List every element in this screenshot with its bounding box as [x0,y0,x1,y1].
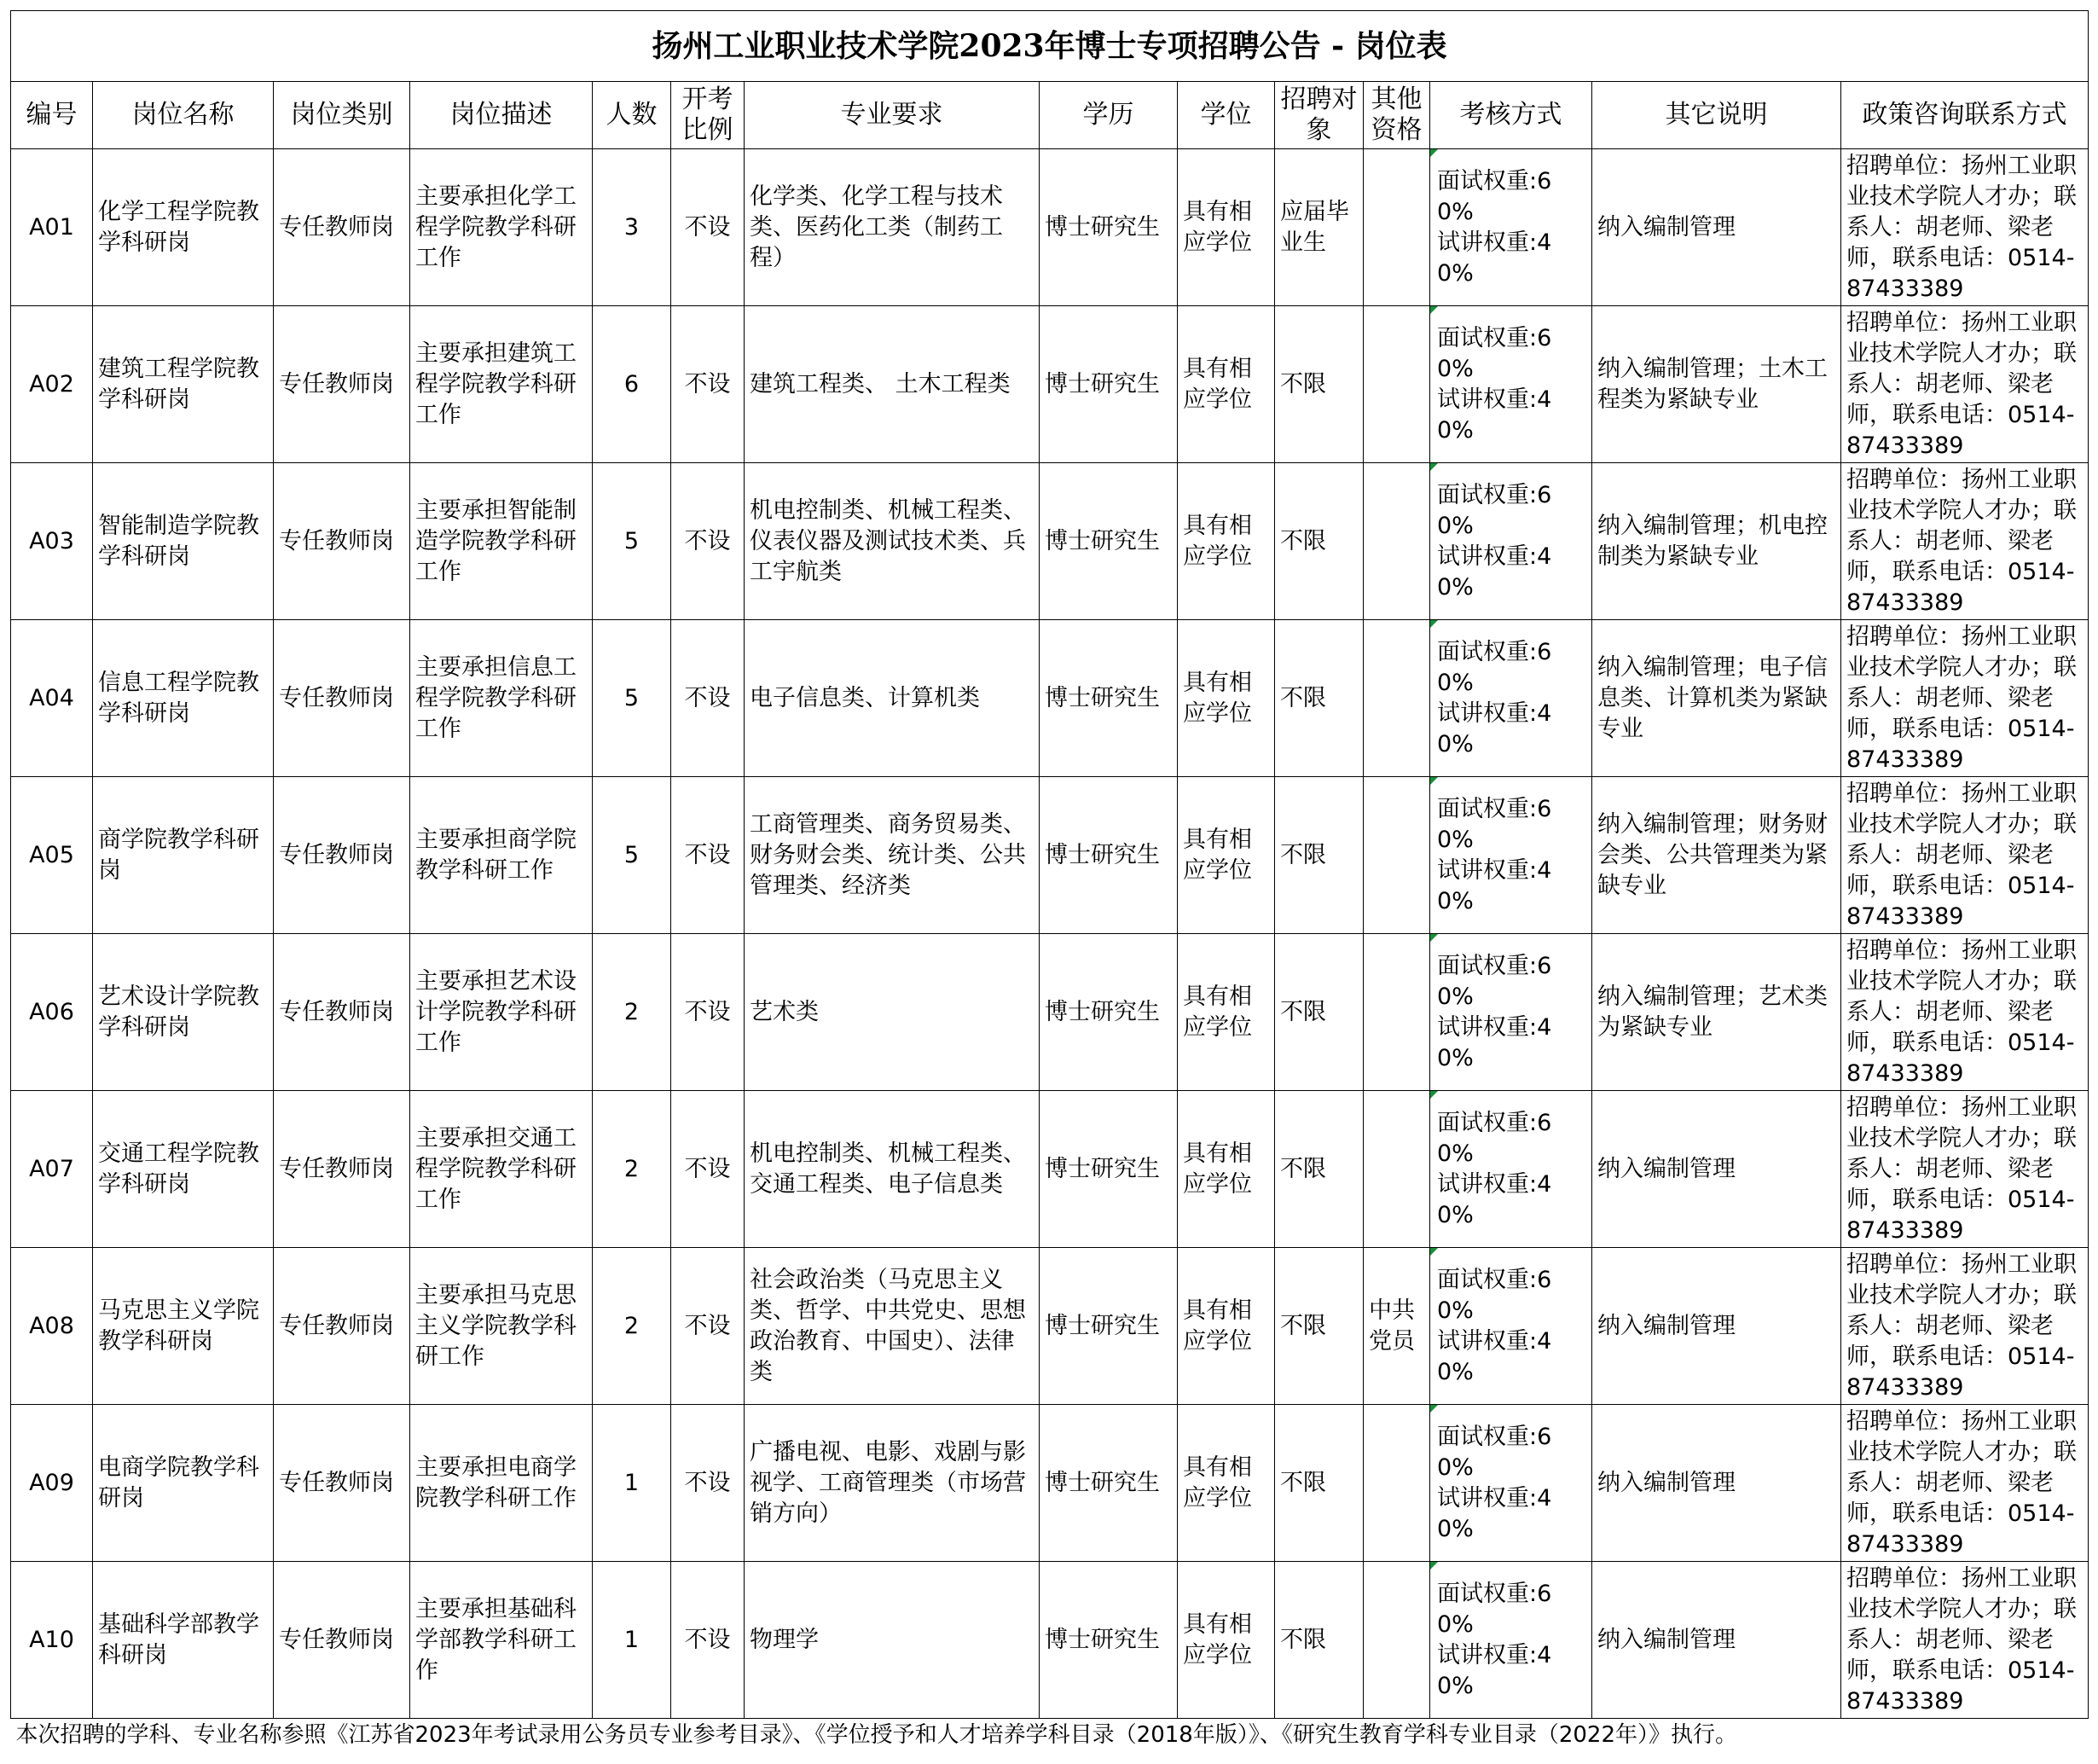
assessment-interview-weight: 面试权重:60% [1437,638,1552,696]
cell-count: 5 [593,463,671,620]
header-assessment: 考核方式 [1430,82,1592,149]
cell-other-qual [1364,934,1430,1091]
cell-major: 物理学 [745,1562,1040,1719]
assessment-lecture-weight: 试讲权重:40% [1437,229,1552,287]
cell-position-type: 专任教师岗 [274,1405,410,1562]
assessment-lecture-weight: 试讲权重:40% [1437,1641,1552,1699]
assessment-lecture-weight: 试讲权重:40% [1437,1327,1552,1385]
cell-contact: 招聘单位：扬州工业职业技术学院人才办；联系人：胡老师、梁老师，联系电话：0514-87433389 [1841,463,2089,620]
header-target: 招聘对象 [1275,82,1364,149]
cell-position-name: 建筑工程学院教学科研岗 [93,306,274,463]
assessment-lecture-weight: 试讲权重:40% [1437,1170,1552,1228]
cell-major: 建筑工程类、 土木工程类 [745,306,1040,463]
cell-code: A04 [11,620,93,777]
cell-target: 不限 [1275,934,1364,1091]
cell-position-name: 电商学院教学科研岗 [93,1405,274,1562]
cell-contact: 招聘单位：扬州工业职业技术学院人才办；联系人：胡老师、梁老师，联系电话：0514-87433389 [1841,1562,2089,1719]
cell-description: 主要承担基础科学部教学科研工作 [410,1562,593,1719]
footer-note: 本次招聘的学科、专业名称参照《江苏省2023年考试录用公务员专业参考目录》、《学位授予和人才培养学科目录（2018年版）》、《研究生教育学科专业目录（2022年）》执行。 [11,1719,2089,1752]
cell-ratio: 不设 [671,1091,745,1248]
cell-contact: 招聘单位：扬州工业职业技术学院人才办；联系人：胡老师、梁老师，联系电话：0514-87433389 [1841,149,2089,306]
table-row [11,934,2089,1091]
header-contact: 政策咨询联系方式 [1841,82,2089,149]
assessment-lecture-weight: 试讲权重:40% [1437,856,1552,914]
table-row [11,777,2089,934]
job-table-sheet [10,10,2088,1751]
cell-target: 不限 [1275,1405,1364,1562]
cell-position-type: 专任教师岗 [274,1248,410,1405]
cell-ratio: 不设 [671,1405,745,1562]
cell-contact: 招聘单位：扬州工业职业技术学院人才办；联系人：胡老师、梁老师，联系电话：0514-87433389 [1841,1091,2089,1248]
cell-ratio: 不设 [671,149,745,306]
header-code: 编号 [11,82,93,149]
cell-code: A06 [11,934,93,1091]
table-row [11,1562,2089,1719]
cell-other-qual [1364,149,1430,306]
table-row [11,306,2089,463]
cell-assessment [1430,306,1592,463]
cell-contact: 招聘单位：扬州工业职业技术学院人才办；联系人：胡老师、梁老师，联系电话：0514-87433389 [1841,1405,2089,1562]
cell-notes: 纳入编制管理 [1592,1405,1841,1562]
cell-education: 博士研究生 [1040,1405,1178,1562]
cell-count: 3 [593,149,671,306]
cell-code: A03 [11,463,93,620]
cell-notes: 纳入编制管理；艺术类为紧缺专业 [1592,934,1841,1091]
cell-major: 工商管理类、商务贸易类、财务财会类、统计类、公共管理类、经济类 [745,777,1040,934]
cell-code: A10 [11,1562,93,1719]
cell-ratio: 不设 [671,777,745,934]
cell-code: A02 [11,306,93,463]
cell-ratio: 不设 [671,306,745,463]
cell-education: 博士研究生 [1040,777,1178,934]
cell-count: 5 [593,777,671,934]
header-major: 专业要求 [745,82,1040,149]
cell-contact: 招聘单位：扬州工业职业技术学院人才办；联系人：胡老师、梁老师，联系电话：0514-87433389 [1841,1248,2089,1405]
cell-description: 主要承担信息工程学院教学科研工作 [410,620,593,777]
cell-position-type: 专任教师岗 [274,1562,410,1719]
cell-notes: 纳入编制管理 [1592,1248,1841,1405]
cell-position-type: 专任教师岗 [274,620,410,777]
cell-contact: 招聘单位：扬州工业职业技术学院人才办；联系人：胡老师、梁老师，联系电话：0514-87433389 [1841,306,2089,463]
cell-position-type: 专任教师岗 [274,777,410,934]
header-count: 人数 [593,82,671,149]
cell-major: 广播电视、电影、戏剧与影视学、工商管理类（市场营销方向） [745,1405,1040,1562]
cell-count: 2 [593,1091,671,1248]
cell-code: A01 [11,149,93,306]
cell-other-qual [1364,777,1430,934]
job-table [10,10,2089,1751]
cell-education: 博士研究生 [1040,463,1178,620]
cell-position-name: 马克思主义学院教学科研岗 [93,1248,274,1405]
cell-code: A08 [11,1248,93,1405]
cell-code: A07 [11,1091,93,1248]
cell-degree: 具有相应学位 [1178,1405,1275,1562]
cell-assessment [1430,1091,1592,1248]
cell-description: 主要承担交通工程学院教学科研工作 [410,1091,593,1248]
cell-assessment [1430,1248,1592,1405]
header-position-name: 岗位名称 [93,82,274,149]
cell-assessment [1430,1562,1592,1719]
cell-description: 主要承担艺术设计学院教学科研工作 [410,934,593,1091]
cell-assessment [1430,1405,1592,1562]
cell-major: 化学类、化学工程与技术类、医药化工类（制药工程） [745,149,1040,306]
cell-contact: 招聘单位：扬州工业职业技术学院人才办；联系人：胡老师、梁老师，联系电话：0514-87433389 [1841,620,2089,777]
assessment-interview-weight: 面试权重:60% [1437,952,1552,1010]
cell-target: 应届毕业生 [1275,149,1364,306]
cell-education: 博士研究生 [1040,1248,1178,1405]
cell-notes: 纳入编制管理；电子信息类、计算机类为紧缺专业 [1592,620,1841,777]
cell-target: 不限 [1275,463,1364,620]
cell-notes: 纳入编制管理；机电控制类为紧缺专业 [1592,463,1841,620]
assessment-interview-weight: 面试权重:60% [1437,1423,1552,1481]
cell-degree: 具有相应学位 [1178,777,1275,934]
assessment-interview-weight: 面试权重:60% [1437,481,1552,539]
cell-major: 艺术类 [745,934,1040,1091]
cell-other-qual [1364,1091,1430,1248]
cell-position-name: 化学工程学院教学科研岗 [93,149,274,306]
cell-description: 主要承担智能制造学院教学科研工作 [410,463,593,620]
cell-ratio: 不设 [671,1562,745,1719]
table-row [11,1405,2089,1562]
cell-contact: 招聘单位：扬州工业职业技术学院人才办；联系人：胡老师、梁老师，联系电话：0514-87433389 [1841,934,2089,1091]
cell-position-type: 专任教师岗 [274,306,410,463]
cell-degree: 具有相应学位 [1178,149,1275,306]
cell-degree: 具有相应学位 [1178,1562,1275,1719]
assessment-interview-weight: 面试权重:60% [1437,1580,1552,1638]
cell-position-name: 信息工程学院教学科研岗 [93,620,274,777]
cell-description: 主要承担电商学院教学科研工作 [410,1405,593,1562]
cell-count: 5 [593,620,671,777]
cell-position-type: 专任教师岗 [274,149,410,306]
table-row [11,1091,2089,1248]
cell-description: 主要承担建筑工程学院教学科研工作 [410,306,593,463]
cell-position-name: 艺术设计学院教学科研岗 [93,934,274,1091]
cell-code: A09 [11,1405,93,1562]
cell-ratio: 不设 [671,463,745,620]
cell-target: 不限 [1275,777,1364,934]
cell-education: 博士研究生 [1040,149,1178,306]
cell-target: 不限 [1275,1562,1364,1719]
header-notes: 其它说明 [1592,82,1841,149]
cell-position-type: 专任教师岗 [274,1091,410,1248]
cell-education: 博士研究生 [1040,934,1178,1091]
table-body [11,149,2089,1719]
assessment-lecture-weight: 试讲权重:40% [1437,699,1552,757]
assessment-interview-weight: 面试权重:60% [1437,1266,1552,1324]
cell-ratio: 不设 [671,1248,745,1405]
cell-other-qual [1364,463,1430,620]
cell-assessment [1430,620,1592,777]
cell-assessment [1430,934,1592,1091]
cell-degree: 具有相应学位 [1178,1091,1275,1248]
cell-position-name: 智能制造学院教学科研岗 [93,463,274,620]
header-row [11,82,2089,149]
cell-degree: 具有相应学位 [1178,620,1275,777]
assessment-lecture-weight: 试讲权重:40% [1437,1013,1552,1071]
cell-target: 不限 [1275,1091,1364,1248]
header-education: 学历 [1040,82,1178,149]
cell-degree: 具有相应学位 [1178,934,1275,1091]
cell-position-type: 专任教师岗 [274,934,410,1091]
cell-target: 不限 [1275,306,1364,463]
cell-position-name: 商学院教学科研岗 [93,777,274,934]
cell-position-name: 基础科学部教学科研岗 [93,1562,274,1719]
assessment-lecture-weight: 试讲权重:40% [1437,1484,1552,1542]
cell-other-qual [1364,620,1430,777]
header-position-type: 岗位类别 [274,82,410,149]
assessment-lecture-weight: 试讲权重:40% [1437,543,1552,601]
header-ratio: 开考比例 [671,82,745,149]
cell-degree: 具有相应学位 [1178,463,1275,620]
cell-code: A05 [11,777,93,934]
cell-count: 6 [593,306,671,463]
cell-notes: 纳入编制管理；财务财会类、公共管理类为紧缺专业 [1592,777,1841,934]
cell-ratio: 不设 [671,620,745,777]
cell-assessment [1430,777,1592,934]
cell-ratio: 不设 [671,934,745,1091]
assessment-interview-weight: 面试权重:60% [1437,795,1552,853]
table-row [11,463,2089,620]
cell-description: 主要承担商学院教学科研工作 [410,777,593,934]
cell-degree: 具有相应学位 [1178,306,1275,463]
cell-degree: 具有相应学位 [1178,1248,1275,1405]
cell-major: 社会政治类（马克思主义类、哲学、中共党史、思想政治教育、中国史）、法律类 [745,1248,1040,1405]
table-row [11,620,2089,777]
cell-other-qual [1364,1562,1430,1719]
cell-description: 主要承担化学工程学院教学科研工作 [410,149,593,306]
header-degree: 学位 [1178,82,1275,149]
cell-target: 不限 [1275,620,1364,777]
assessment-interview-weight: 面试权重:60% [1437,167,1552,225]
cell-assessment [1430,149,1592,306]
table-row [11,1248,2089,1405]
cell-other-qual [1364,306,1430,463]
cell-education: 博士研究生 [1040,1091,1178,1248]
header-description: 岗位描述 [410,82,593,149]
cell-other-qual [1364,1405,1430,1562]
assessment-interview-weight: 面试权重:60% [1437,324,1552,382]
cell-assessment [1430,463,1592,620]
cell-target: 不限 [1275,1248,1364,1405]
cell-major: 机电控制类、机械工程类、仪表仪器及测试技术类、兵工宇航类 [745,463,1040,620]
cell-contact: 招聘单位：扬州工业职业技术学院人才办；联系人：胡老师、梁老师，联系电话：0514-87433389 [1841,777,2089,934]
cell-count: 2 [593,1248,671,1405]
assessment-lecture-weight: 试讲权重:40% [1437,386,1552,444]
header-other-qual: 其他资格 [1364,82,1430,149]
cell-education: 博士研究生 [1040,620,1178,777]
assessment-interview-weight: 面试权重:60% [1437,1109,1552,1167]
cell-count: 1 [593,1562,671,1719]
cell-major: 机电控制类、机械工程类、交通工程类、电子信息类 [745,1091,1040,1248]
table-row [11,149,2089,306]
cell-notes: 纳入编制管理 [1592,1091,1841,1248]
cell-position-name: 交通工程学院教学科研岗 [93,1091,274,1248]
cell-notes: 纳入编制管理 [1592,149,1841,306]
cell-description: 主要承担马克思主义学院教学科研工作 [410,1248,593,1405]
cell-major: 电子信息类、计算机类 [745,620,1040,777]
cell-other-qual: 中共党员 [1364,1248,1430,1405]
cell-notes: 纳入编制管理；土木工程类为紧缺专业 [1592,306,1841,463]
table-title: 扬州工业职业技术学院2023年博士专项招聘公告 - 岗位表 [11,11,2089,82]
cell-education: 博士研究生 [1040,306,1178,463]
cell-education: 博士研究生 [1040,1562,1178,1719]
cell-count: 1 [593,1405,671,1562]
cell-position-type: 专任教师岗 [274,463,410,620]
cell-count: 2 [593,934,671,1091]
cell-notes: 纳入编制管理 [1592,1562,1841,1719]
